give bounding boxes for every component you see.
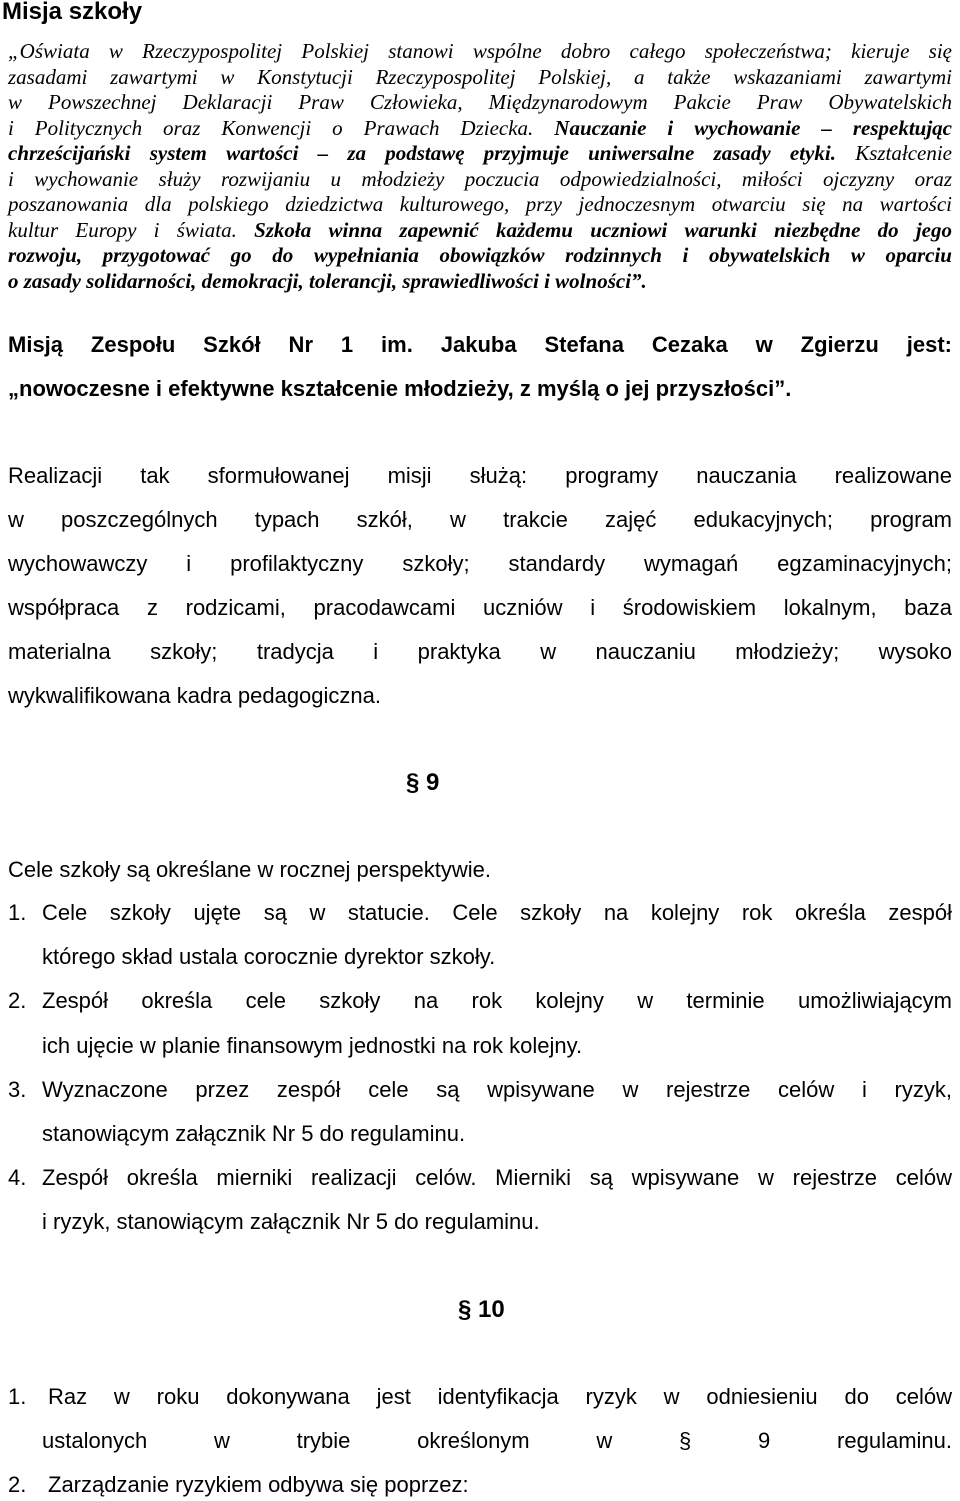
realization-paragraph — [8, 454, 952, 718]
quote-text: „Oświata w Rzeczypospolitej Polskiej stanowi wspólne dobro całego społeczeństwa; kieruje się — [8, 39, 952, 63]
quote-text-emphasis: rozwoju, przygotować go do wypełniania obowiązków rodzinnych i obywatelskich w oparciu — [8, 243, 952, 267]
list-number: 1. — [8, 900, 27, 925]
list-number: 4. — [8, 1165, 27, 1191]
quote-line — [8, 167, 952, 193]
paragraph-line: współpraca z rodzicami, pracodawcami uczniów i środowiskiem lokalnym, baza — [8, 595, 952, 620]
quote-line — [8, 39, 952, 65]
item-line: Zarządzanie ryzykiem odbywa się poprzez: — [48, 1472, 469, 1497]
list-number: 3. — [8, 1076, 27, 1102]
quote-text: poszanowania dla polskiego dziedzictwa kulturowego, przy jednoczesnym otwarciu się na wartości — [8, 192, 952, 216]
paragraph-line: materialna szkoły; tradycja i praktyka w nauczaniu młodzieży; wysoko — [8, 639, 952, 664]
quote-text: w Powszechnej Deklaracji Praw Człowieka, Międzynarodowym Pakcie Praw Obywatelskich — [8, 90, 952, 114]
mission-quote — [8, 39, 952, 294]
risk-list — [8, 1375, 952, 1463]
quote-line — [8, 141, 952, 167]
goal-item — [8, 1068, 952, 1156]
quote-text: i wychowanie służy rozwijaniu u młodzieży poczucia odpowiedzialności, miłości ojczyzny oraz — [8, 166, 952, 191]
risk-item — [8, 1470, 952, 1500]
goal-item — [8, 979, 952, 1067]
item-line: którego skład ustala corocznie dyrektor szkoły. — [42, 944, 496, 970]
quote-text-emphasis: o zasady solidarności, demokracji, tolerancji, sprawiedliwości i wolności”. — [8, 268, 647, 293]
section-9-intro: Cele szkoły są określane w rocznej perspektywie. — [8, 857, 491, 882]
quote-text: zasadami zawartymi w Konstytucji Rzeczypospolitej Polskiej, a także wskazaniami zawartymi — [8, 64, 952, 89]
quote-text: i Politycznych oraz Konwencji o Prawach Dziecka. — [8, 115, 534, 140]
goal-item — [8, 891, 952, 979]
item-line: i ryzyk, stanowiącym załącznik Nr 5 do regulaminu. — [42, 1209, 540, 1235]
quote-text: kultur Europy i świata. — [8, 217, 237, 242]
item-line: stanowiącym załącznik Nr 5 do regulaminu. — [42, 1120, 466, 1146]
quote-text-emphasis: chrześcijański system wartości – za podstawę przyjmuje uniwersalne zasady etyki. — [8, 141, 836, 165]
quote-line — [8, 218, 952, 244]
item-line: Zespół określa mierniki realizacji celów. Mierniki są wpisywane w rejestrze celów — [42, 1165, 952, 1191]
item-line: Wyznaczone przez zespół cele są wpisywane w rejestrze celów i ryzyk, — [42, 1076, 952, 1102]
paragraph-line: wychowawczy i profilaktyczny szkoły; standardy wymagań egzaminacyjnych; — [8, 551, 952, 576]
list-number: 2. — [8, 988, 27, 1014]
quote-text: Kształcenie — [855, 141, 953, 165]
item-line: Cele szkoły ujęte są w statucie. Cele szkoły na kolejny rok określa zespół — [42, 900, 952, 925]
paragraph-line: w poszczególnych typach szkół, w trakcie zajęć edukacyjnych; program — [8, 507, 952, 532]
list-number: 1. — [8, 1384, 27, 1409]
section-heading-9: § 9 — [406, 769, 440, 796]
mission-intro: Misją Zespołu Szkół Nr 1 im. Jakuba Stefana Cezaka w Zgierzu jest: — [8, 332, 952, 357]
quote-line — [8, 65, 952, 91]
paragraph-line: Realizacji tak sformułowanej misji służą: programy nauczania realizowane — [8, 463, 952, 488]
paragraph-line: wykwalifikowana kadra pedagogiczna. — [8, 683, 381, 708]
goals-list — [8, 891, 952, 1245]
quote-line — [8, 116, 952, 142]
quote-line — [8, 90, 952, 116]
item-line: ustalonych w trybie określonym w § 9 regulaminu. — [42, 1428, 952, 1453]
list-number: 2. — [8, 1472, 27, 1497]
section-title: Misja szkoły — [2, 0, 143, 25]
mission-motto: „nowoczesne i efektywne kształcenie młodzieży, z myślą o jej przyszłości”. — [8, 376, 792, 401]
quote-line — [8, 192, 952, 218]
quote-line — [8, 269, 952, 295]
risk-list — [8, 1470, 952, 1500]
quote-text-emphasis: Nauczanie i wychowanie – respektując — [554, 115, 952, 140]
risk-item — [8, 1375, 952, 1463]
item-line: Raz w roku dokonywana jest identyfikacja ryzyk w odniesieniu do celów — [48, 1384, 952, 1409]
quote-line — [8, 243, 952, 269]
section-heading-10: § 10 — [458, 1296, 505, 1323]
quote-text-emphasis: Szkoła winna zapewnić każdemu uczniowi warunki niezbędne do jego — [254, 217, 953, 242]
goal-item — [8, 1156, 952, 1244]
item-line: Zespół określa cele szkoły na rok kolejny w terminie umożliwiającym — [42, 988, 952, 1014]
item-line: ich ujęcie w planie finansowym jednostki na rok kolejny. — [42, 1032, 583, 1058]
